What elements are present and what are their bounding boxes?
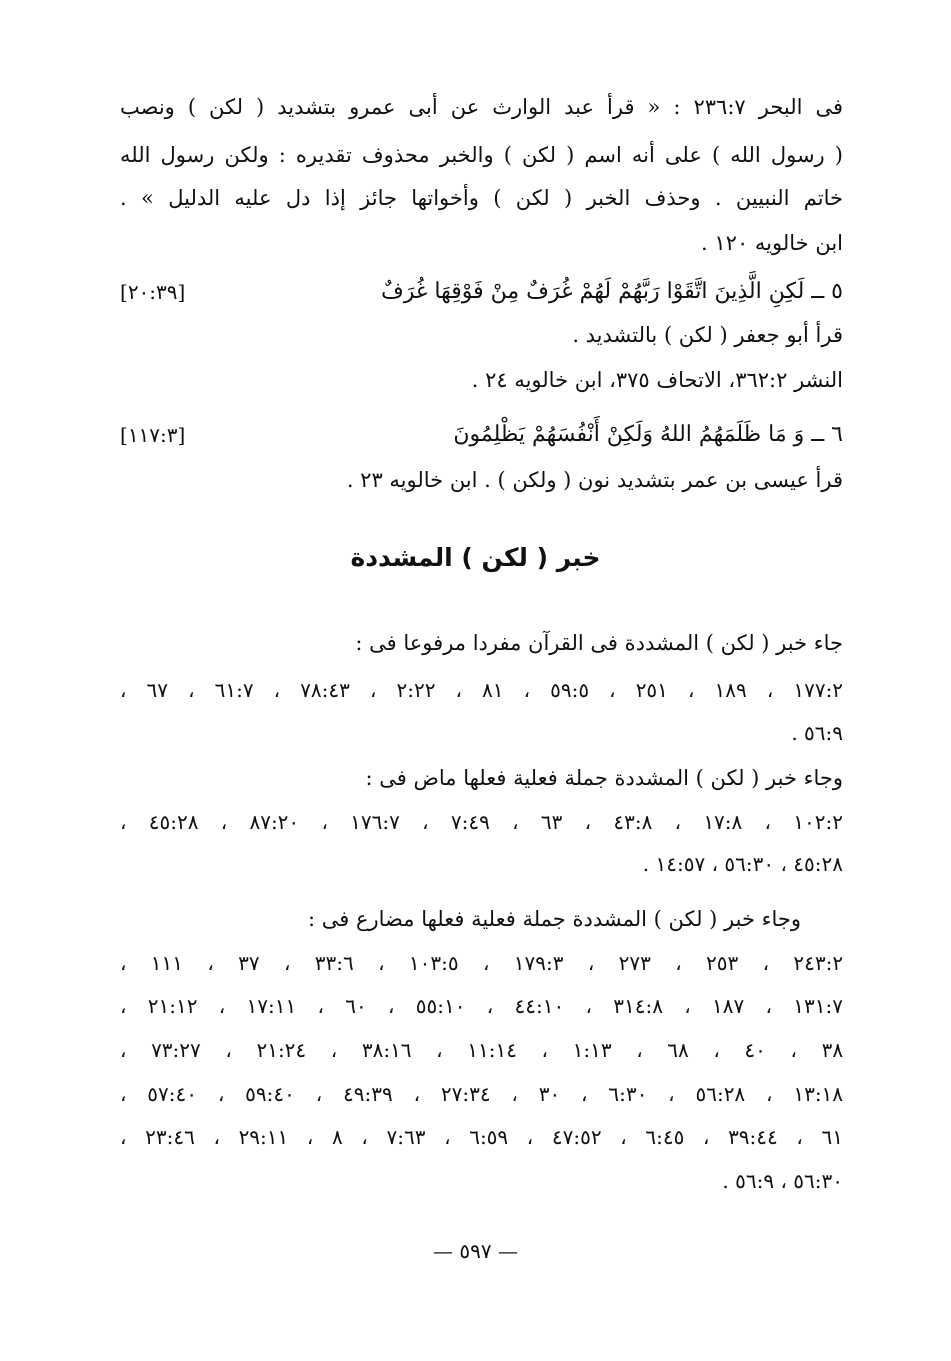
verse-6-reading: قرأ عيسى بن عمر بتشديد نون ( ولكن ) . ابن خالويه ٢٣ . bbox=[346, 468, 843, 492]
section3-intro: وجاء خبر ( لكن ) المشددة جملة فعلية فعلها مضارع فى : bbox=[308, 907, 801, 931]
section2-references: ١٠٢:٢ ، ١٧:٨ ، ٤٣:٨ ، ٦٣ ، ٧:٤٩ ، ١٧٦:٧ ، ٨٧:٢٠ ، ٤٥:٢٨ ، bbox=[120, 810, 843, 834]
section3-references: ٥٦:٣٠ ، ٥٦:٩ . bbox=[722, 1169, 843, 1193]
section1-intro: جاء خبر ( لكن ) المشددة فى القرآن مفردا مرفوعا فى : bbox=[355, 631, 843, 655]
section2-intro: وجاء خبر ( لكن ) المشددة جملة فعلية فعلها ماض فى : bbox=[365, 766, 843, 790]
section1-references: ٥٦:٩ . bbox=[791, 721, 843, 745]
section-heading: خبر ( لكن ) المشددة bbox=[350, 543, 601, 572]
verse-5-text: ٥ ــ لَكِنِ الَّذِينَ اتَّقَوْا رَبَّهُمْ لَهُمْ غُرَفٌ مِنْ فَوْقِهَا غُرَفٌ bbox=[380, 279, 843, 304]
section3-references: ٦١ ، ٣٩:٤٤ ، ٦:٤٥ ، ٤٧:٥٢ ، ٦:٥٩ ، ٧:٦٣ ، ٨ ، ٢٩:١١ ، ٢٣:٤٦ ، bbox=[120, 1125, 843, 1149]
paragraph-line: ابن خالويه ١٢٠ . bbox=[701, 231, 843, 255]
paragraph-line: خاتم النبيين . وحذف الخبر ( لكن ) وأخواتها جائز إذا دل عليه الدليل » . bbox=[120, 186, 843, 210]
verse-5-reading: قرأ أبو جعفر ( لكن ) بالتشديد . bbox=[572, 323, 843, 347]
verse-6-text: ٦ ــ وَ مَا ظَلَمَهُمُ اللهُ وَلَكِنْ أَنْفُسَهُمْ يَظْلِمُونَ bbox=[453, 422, 843, 447]
section1-references: ١٧٧:٢ ، ١٨٩ ، ٢٥١ ، ٥٩:٥ ، ٨١ ، ٢:٢٢ ، ٧٨:٤٣ ، ٦١:٧ ، ٦٧ ، bbox=[120, 678, 844, 702]
section3-references: ٣٨ ، ٤٠ ، ٦٨ ، ١:١٣ ، ١١:١٤ ، ٣٨:١٦ ، ٢١:٢٤ ، ٧٣:٢٧ ، bbox=[120, 1038, 844, 1062]
section2-references: ٤٥:٢٨ ، ٥٦:٣٠ ، ١٤:٥٧ . bbox=[642, 852, 843, 876]
verse-5-reference: [٢٠:٣٩] bbox=[120, 280, 186, 304]
paragraph-line: فى البحر ٢٣٦:٧ : « قرأ عبد الوارث عن أبى عمرو بتشديد ( لكن ) ونصب bbox=[120, 95, 844, 119]
verse-6 bbox=[120, 415, 843, 455]
verse-5 bbox=[120, 272, 843, 312]
section3-references: ١٣:١٨ ، ٥٦:٢٨ ، ٦:٣٠ ، ٣٠ ، ٢٧:٣٤ ، ٤٩:٣٩ ، ٥٩:٤٠ ، ٥٧:٤٠ ، bbox=[120, 1082, 844, 1106]
section3-references: ٢٤٣:٢ ، ٢٥٣ ، ٢٧٣ ، ١٧٩:٣ ، ١٠٣:٥ ، ٣٣:٦ ، ٣٧ ، ١١١ ، bbox=[120, 951, 844, 975]
page-number: — ٥٩٧ — bbox=[433, 1239, 518, 1263]
verse-6-reference: [١١٧:٣] bbox=[120, 423, 186, 447]
verse-5-sources: النشر ٣٦٢:٢، الاتحاف ٣٧٥، ابن خالويه ٢٤ . bbox=[471, 368, 843, 392]
paragraph-line: ( رسول الله ) على أنه اسم ( لكن ) والخبر محذوف تقديره : ولكن رسول الله bbox=[120, 143, 843, 167]
section3-references: ١٣١:٧ ، ١٨٧ ، ٣١٤:٨ ، ٤٤:١٠ ، ٥٥:١٠ ، ٦٠ ، ١٧:١١ ، ٢١:١٢ ، bbox=[120, 994, 843, 1018]
